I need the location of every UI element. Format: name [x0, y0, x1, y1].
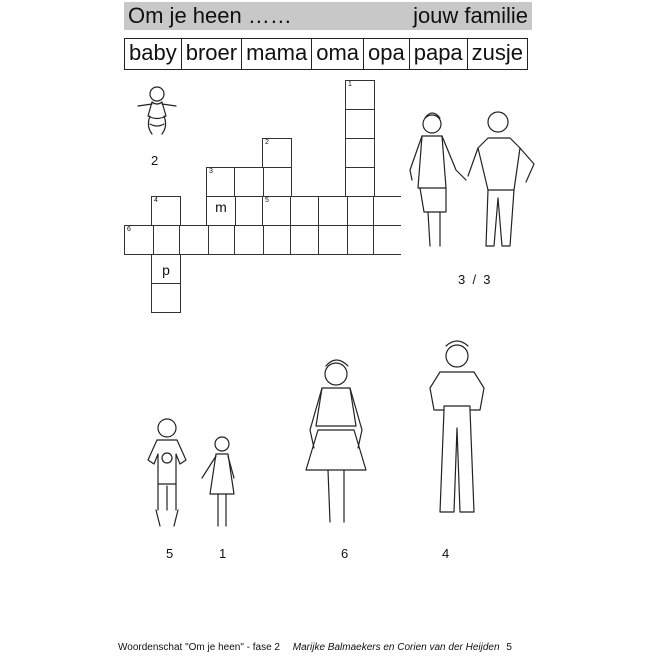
word-bank-item: broer: [182, 39, 242, 69]
clue-number: 6: [127, 226, 131, 233]
page-number: 5: [506, 642, 512, 653]
footer-authors: Marijke Balmaekers en Corien van der Heijden: [292, 642, 500, 653]
label-boy: 5: [166, 546, 174, 561]
clue-number: 2: [265, 139, 269, 146]
word-bank-item: zusje: [471, 40, 524, 65]
clue-number: 5: [265, 197, 269, 204]
baby-drawing: [138, 87, 176, 134]
word-bank-item: mama: [242, 39, 312, 69]
father-drawing: [430, 341, 484, 512]
mother-drawing: [306, 360, 366, 522]
topic-title: jouw familie: [413, 3, 528, 28]
label-grandparents: 3 / 3: [458, 272, 491, 287]
word-bank-item: oma: [312, 39, 364, 69]
clue-number: 1: [348, 81, 352, 88]
label-father: 4: [442, 546, 450, 561]
label-baby: 2: [151, 153, 159, 168]
label-mother: 6: [341, 546, 349, 561]
word-bank-item: opa: [364, 39, 410, 69]
clue-number: 3: [209, 168, 213, 175]
clue-number: 4: [154, 197, 158, 204]
page-title: Om je heen ……: [128, 3, 292, 28]
grandparents-drawing: [410, 112, 534, 246]
footer-left: Woordenschat "Om je heen" - fase 2: [118, 642, 280, 653]
word-bank-item: papa: [410, 39, 468, 69]
given-letter: p: [162, 262, 170, 278]
label-girl: 1: [219, 546, 227, 561]
word-bank-item: baby: [125, 39, 182, 69]
given-letter: m: [215, 199, 227, 215]
footer: [118, 642, 512, 653]
children-drawing: [148, 419, 234, 526]
